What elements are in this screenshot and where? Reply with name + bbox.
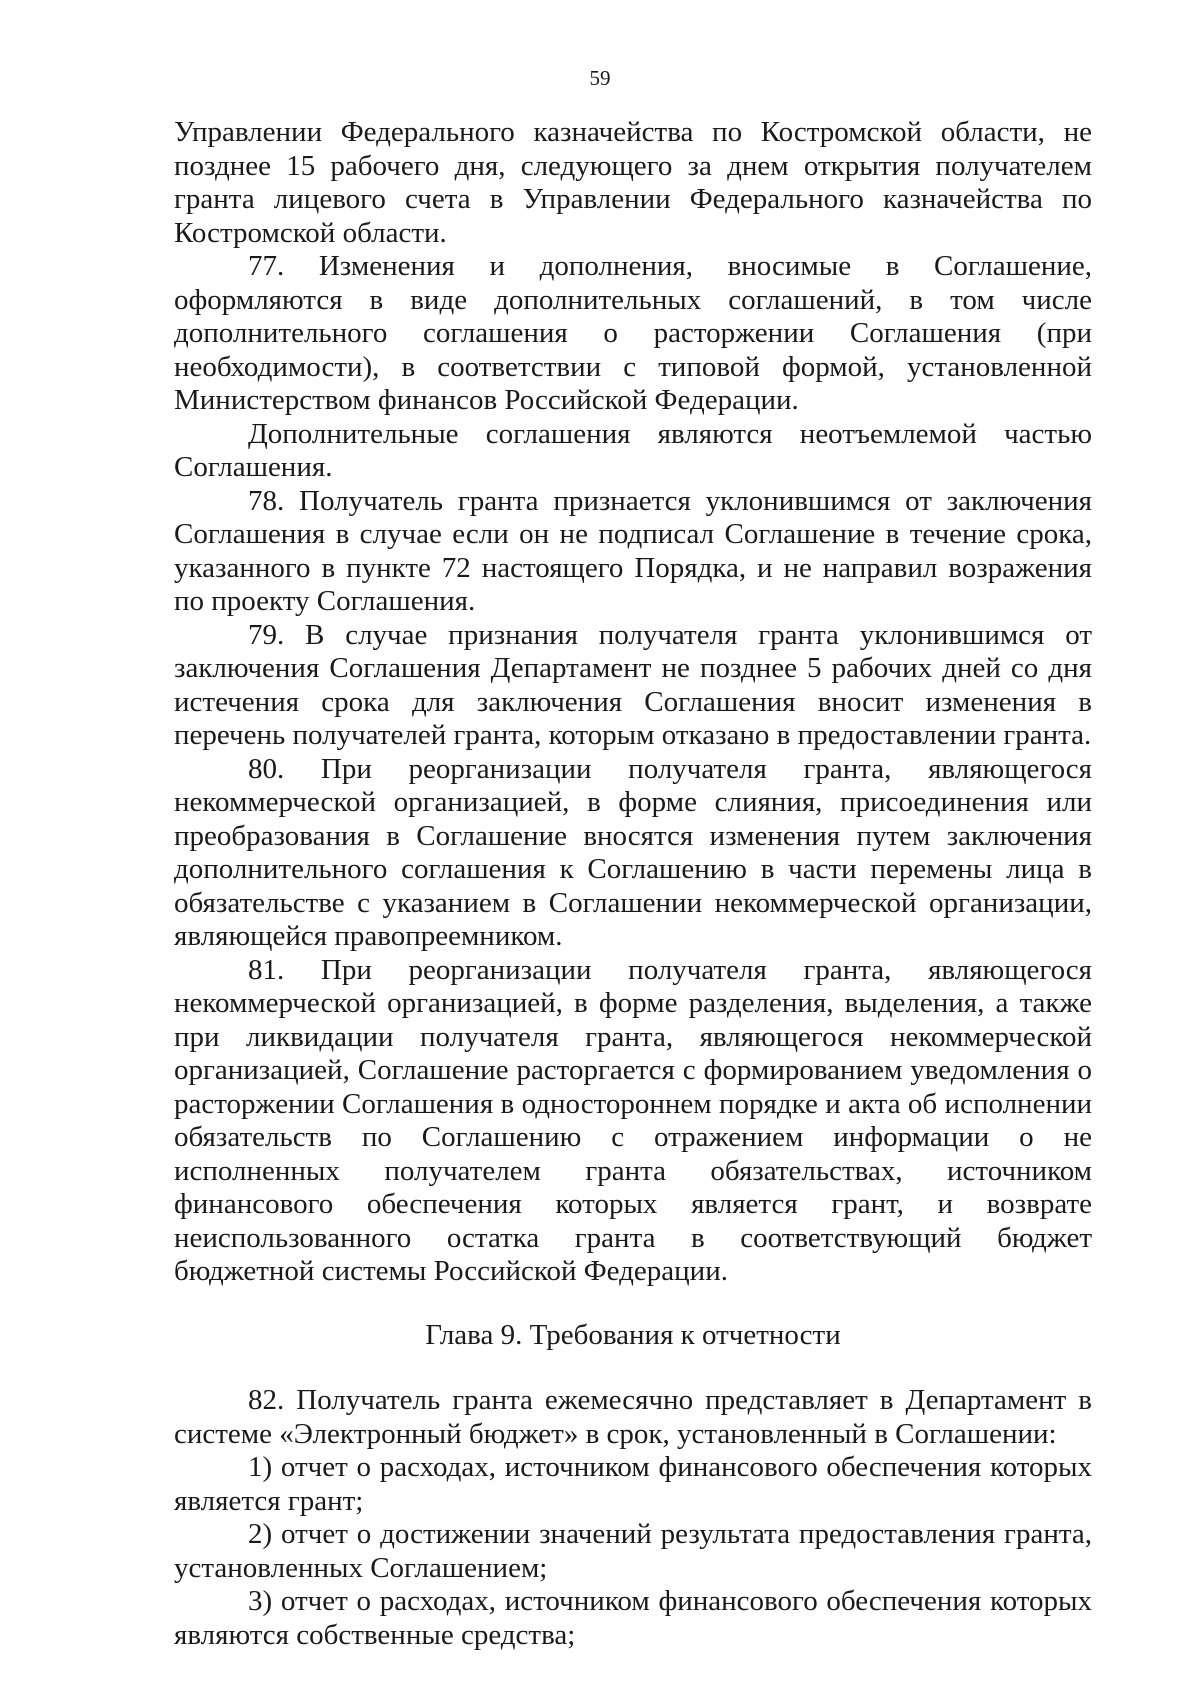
page-number: 59 [589,66,611,90]
paragraph-82: 82. Получатель гранта ежемесячно представляет в Департамент в системе «Электронный бюджет» в срок, установленный в Соглашении: [174,1384,1092,1450]
paragraph-82-item-1: 1) отчет о расходах, источником финансового обеспечения которых является грант; [174,1451,1092,1517]
paragraph-continuation: Управлении Федерального казначейства по Костромской области, не позднее 15 рабочего дня, следующего за днем открытия получателем гранта лицевого счета в Управлении Федерального казначейства по Костромской области. [174,116,1092,249]
paragraph-78: 78. Получатель гранта признается уклонившимся от заключения Соглашения в случае если он не подписал Соглашение в течение срока, указанного в пункте 72 настоящего Порядка, и не направил возражения по проекту Соглашения. [174,484,1092,617]
chapter-heading: Глава 9. Требования к отчетности [425,1318,841,1351]
paragraph-77-additional: Дополнительные соглашения являются неотъемлемой частью Соглашения. [174,417,1092,483]
paragraph-79: 79. В случае признания получателя гранта уклонившимся от заключения Соглашения Департамент не позднее 5 рабочих дней со дня истечения срока для заключения Соглашения вносит изменения в перечень получателей гранта, которым отказано в предоставлении гранта. [174,618,1092,751]
paragraph-82-item-2: 2) отчет о достижении значений результата предоставления гранта, установленных Соглашением; [174,1518,1092,1584]
paragraph-77: 77. Изменения и дополнения, вносимые в Соглашение, оформляются в виде дополнительных соглашений, в том числе дополнительного соглашения о расторжении Соглашения (при необходимости), в соответствии с типовой формой, установленной Министерством финансов Российской Федерации. [174,250,1092,416]
paragraph-82-item-3: 3) отчет о расходах, источником финансового обеспечения которых являются собственные средства; [174,1585,1092,1651]
document-body [174,116,1092,1652]
paragraph-80: 80. При реорганизации получателя гранта, являющегося некоммерческой организацией, в форме слияния, присоединения или преобразования в Соглашение вносятся изменения путем заключения дополнительного соглашения к Соглашению в части перемены лица в обязательстве с указанием в Соглашении некоммерческой организации, являющейся правопреемником. [174,752,1092,952]
paragraph-81: 81. При реорганизации получателя гранта, являющегося некоммерческой организацией, в форме разделения, выделения, а также при ликвидации получателя гранта, являющегося некоммерческой организацией, Соглашение расторгается с формированием уведомления о расторжении Соглашения в одностороннем порядке и акта об исполнении обязательств по Соглашению с отражением информации о не исполненных получателем гранта обязательствах, источником финансового обеспечения которых является грант, и возврате неиспользованного остатка гранта в соответствующий бюджет бюджетной системы Российской Федерации. [174,953,1092,1287]
